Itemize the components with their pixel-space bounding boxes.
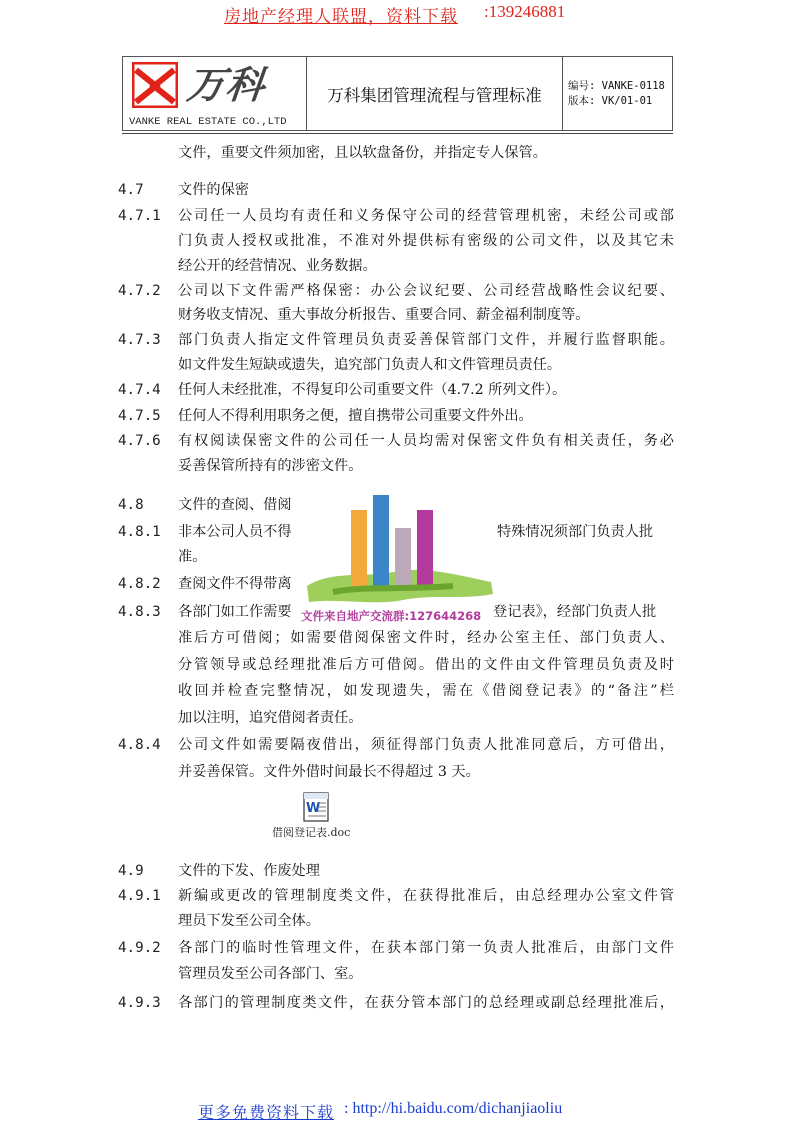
clause-text: 公司任一人员均有责任和义务保守公司的经营管理机密，未经公司或部 <box>178 208 674 224</box>
clause-text: 理员下发至公司全体。 <box>178 913 320 929</box>
document-title: 万科集团管理流程与管理标准 <box>307 57 563 130</box>
clause-number: 4.9.2 <box>118 940 161 956</box>
clause-text: 分管领导或总经理批准后方可借阅。借出的文件由文件管理员负责及时 <box>178 657 674 673</box>
section-heading: 文件的查阅、借阅 <box>178 497 292 513</box>
clause-text: 查阅文件不得带离 <box>178 576 292 592</box>
clause-text: 准。 <box>178 549 207 565</box>
section-heading: 文件的下发、作废处理 <box>178 863 320 879</box>
watermark-chart-icon <box>303 490 497 624</box>
document-header <box>122 56 673 131</box>
banner-link[interactable]: 房地产经理人联盟，资料下载 <box>224 7 458 27</box>
footer-banner <box>0 1100 794 1122</box>
watermark-label: 文件来自地产交流群:127644268 <box>301 609 482 623</box>
company-logo <box>123 57 307 130</box>
clause-number: 4.9.3 <box>118 995 161 1011</box>
svg-text:W: W <box>306 801 321 816</box>
clause-text: 管理员发至公司各部门、室。 <box>178 966 363 982</box>
clause-text: 各部门的临时性管理文件，在获本部门第一负责人批准后，由部门文件 <box>178 940 674 956</box>
vanke-logo-icon <box>132 62 178 108</box>
logo-subtitle: VANKE REAL ESTATE CO.,LTD <box>129 116 287 128</box>
clause-number: 4.7.6 <box>118 433 161 449</box>
header-divider <box>122 133 673 134</box>
clause-text: 部门负责人指定文件管理员负责妥善保管部门文件，并履行监督职能。 <box>178 332 674 348</box>
document-version: 版本: VK/01-01 <box>568 94 653 107</box>
clause-number: 4.8.2 <box>118 576 161 592</box>
clause-text: 任何人未经批准，不得复印公司重要文件（4.7.2 所列文件）。 <box>178 382 567 398</box>
clause-number: 4.7.5 <box>118 408 161 424</box>
logo-text: 万科 <box>184 63 268 107</box>
clause-text: 财务收支情况、重大事故分析报告、重要合同、薪金福利制度等。 <box>178 307 590 323</box>
section-number: 4.9 <box>118 863 144 879</box>
document-meta <box>563 57 672 130</box>
paragraph-continued: 文件，重要文件须加密，且以软盘备份，并指定专人保管。 <box>178 145 547 161</box>
clause-text: 准后方可借阅；如需要借阅保密文件时，经办公室主任、部门负责人、 <box>178 630 674 646</box>
clause-text: 公司以下文件需严格保密：办公会议纪要、公司经营战略性会议纪要、 <box>178 283 674 299</box>
clause-text: 各部门如工作需要 <box>178 604 292 620</box>
clause-number: 4.7.3 <box>118 332 161 348</box>
top-banner <box>0 2 794 27</box>
clause-text: 收回并检查完整情况，如发现遗失，需在《借阅登记表》的“备注”栏 <box>178 683 674 699</box>
clause-number: 4.8.4 <box>118 737 161 753</box>
clause-text: 新编或更改的管理制度类文件，在获得批准后，由总经理办公室文件管 <box>178 888 674 904</box>
word-document-icon[interactable] <box>300 791 332 823</box>
clause-number: 4.8.1 <box>118 524 161 540</box>
section-number: 4.7 <box>118 182 144 198</box>
clause-text: 如文件发生短缺或遗失，追究部门负责人和文件管理员责任。 <box>178 357 562 373</box>
section-heading: 文件的保密 <box>178 182 249 198</box>
clause-number: 4.7.4 <box>118 382 161 398</box>
clause-number: 4.7.2 <box>118 283 161 299</box>
clause-text: 加以注明，追究借阅者责任。 <box>178 710 363 726</box>
footer-link[interactable]: 更多免费资料下载 <box>198 1103 335 1122</box>
clause-text: 各部门的管理制度类文件，在获分管本部门的总经理或副总经理批准后， <box>178 995 674 1011</box>
banner-phone: :139246881 <box>484 2 566 21</box>
section-number: 4.8 <box>118 497 144 513</box>
clause-number: 4.7.1 <box>118 208 161 224</box>
clause-number: 4.8.3 <box>118 604 161 620</box>
clause-text: 有权阅读保密文件的公司任一人员均需对保密文件负有相关责任，务必 <box>178 433 674 449</box>
clause-text: 妥善保管所持有的涉密文件。 <box>178 458 363 474</box>
clause-text: 公司文件如需要隔夜借出，须征得部门负责人批准同意后，方可借出， <box>178 737 674 753</box>
clause-text: 任何人不得利用职务之便，擅自携带公司重要文件外出。 <box>178 408 533 424</box>
clause-text: 登记表》，经部门负责人批 <box>493 604 657 620</box>
clause-text: 经公开的经营情况、业务数据。 <box>178 258 377 274</box>
clause-text: 非本公司人员不得 <box>178 524 292 540</box>
attachment-filename[interactable]: 借阅登记表.doc <box>272 826 351 839</box>
document-code: 编号: VANKE-0118 <box>568 79 665 92</box>
clause-number: 4.9.1 <box>118 888 161 904</box>
footer-url[interactable]: : http://hi.baidu.com/dichanjiaoliu <box>344 1100 563 1117</box>
clause-text: 特殊情况须部门负责人批 <box>497 524 654 540</box>
clause-text: 并妥善保管。文件外借时间最长不得超过 3 天。 <box>178 764 480 780</box>
clause-text: 门负责人授权或批准，不准对外提供标有密级的公司文件，以及其它未 <box>178 233 674 249</box>
